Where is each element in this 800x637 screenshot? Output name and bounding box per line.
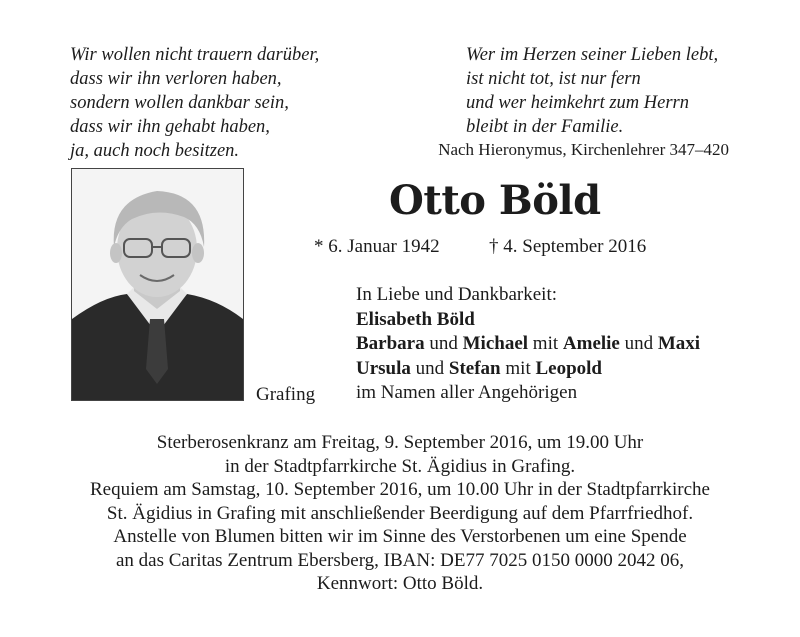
mourners-list [356, 283, 700, 406]
connector-text: mit [500, 357, 536, 379]
quote-left-line: sondern wollen dankbar sein, [70, 93, 289, 113]
quote-right [466, 43, 718, 139]
rosary-line: Sterberosenkranz am Freitag, 9. September 2016, um 19.00 Uhr [156, 432, 644, 453]
birth-date: * 6. Januar 1942 [314, 236, 440, 257]
connector-text: und [619, 333, 658, 354]
mourner-name: Maxi [657, 333, 701, 354]
donation-line: Kennwort: Otto Böld. [316, 573, 484, 594]
mourners-family-line [356, 357, 700, 382]
place-name: Grafing [256, 384, 316, 405]
mourner-name: Stefan [448, 357, 501, 379]
mourner-name: Amelie [562, 333, 620, 354]
deceased-name: Otto Böld [389, 177, 601, 224]
quote-left-line: dass wir ihn verloren haben, [70, 69, 282, 89]
rosary-line: in der Stadtpfarrkirche St. Ägidius in Grafing. [224, 455, 576, 477]
mourner-name: Michael [462, 333, 529, 354]
donation-line: Anstelle von Blumen bitten wir im Sinne des Verstorbenen um eine Spende [113, 526, 687, 547]
quote-left-line: dass wir ihn gehabt haben, [70, 117, 270, 137]
quote-right-line: und wer heimkehrt zum Herrn [466, 93, 690, 113]
connector-text: mit [528, 333, 563, 354]
connector-text: und [410, 357, 449, 379]
quote-left [70, 43, 319, 163]
quote-left-line: ja, auch noch besitzen. [70, 141, 240, 161]
mourners-family-line [356, 332, 700, 357]
service-notice [60, 431, 740, 596]
quote-left-line: Wir wollen nicht trauern darüber, [70, 45, 320, 65]
mourner-name: Ursula [356, 357, 411, 379]
quote-right-line: Wer im Herzen seiner Lieben lebt, [466, 45, 719, 65]
mourner-name: Leopold [535, 357, 603, 379]
connector-text: und [424, 333, 463, 354]
quote-right-line: ist nicht tot, ist nur fern [466, 69, 641, 89]
donation-line: an das Caritas Zentrum Ebersberg, IBAN: DE77 7025 0150 0000 2042 06, [116, 549, 684, 571]
death-date: † 4. September 2016 [489, 236, 647, 257]
mourners-closing: im Namen aller Angehörigen [356, 382, 578, 403]
portrait-photo [71, 168, 244, 401]
mourners-intro: In Liebe und Dankbarkeit: [356, 284, 558, 305]
quote-right-line: bleibt in der Familie. [466, 117, 624, 137]
mourner-name: Barbara [356, 333, 425, 354]
requiem-line: Requiem am Samstag, 10. September 2016, um 10.00 Uhr in der Stadtpfarrkirche [89, 479, 710, 500]
quote-attribution: Nach Hieronymus, Kirchenlehrer 347–420 [438, 140, 729, 159]
mourner-name: Elisabeth Böld [356, 308, 475, 330]
requiem-line: St. Ägidius in Grafing mit anschließender Beerdigung auf dem Pfarrfriedhof. [106, 502, 694, 524]
